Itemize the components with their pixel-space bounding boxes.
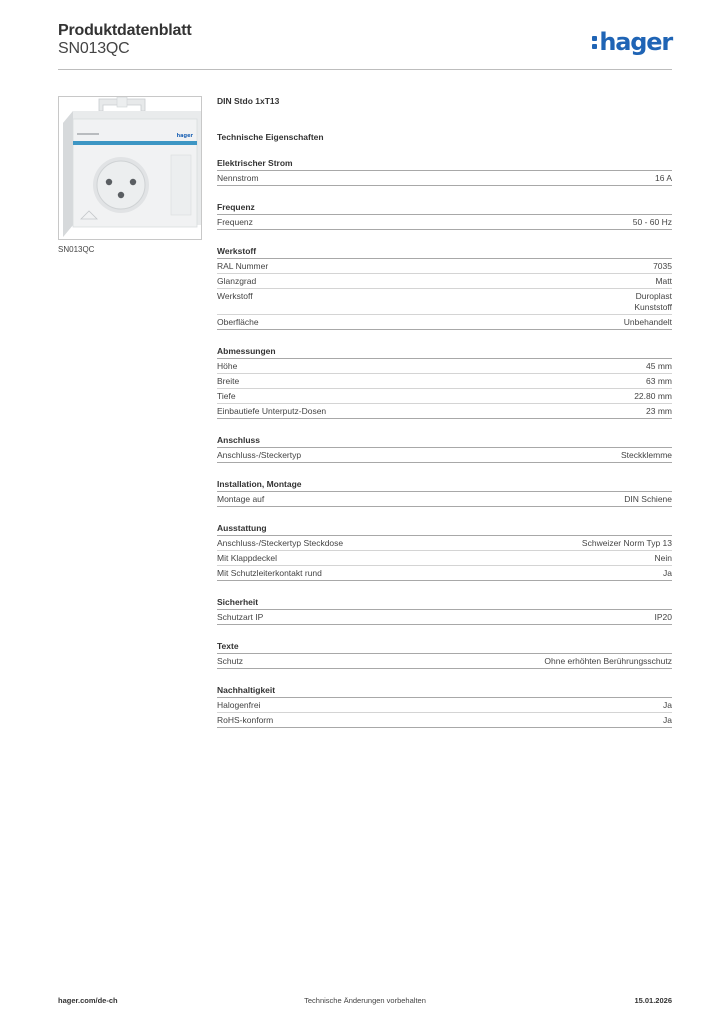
section-rows bbox=[217, 698, 672, 728]
spec-label: Frequenz bbox=[217, 216, 253, 227]
section-title: Installation, Montage bbox=[217, 479, 672, 492]
spec-label: Nennstrom bbox=[217, 172, 259, 183]
technical-data bbox=[217, 96, 672, 728]
spec-row bbox=[217, 536, 672, 551]
spec-row bbox=[217, 654, 672, 669]
section-title: Elektrischer Strom bbox=[217, 158, 672, 171]
spec-value: DIN Schiene bbox=[624, 493, 672, 504]
spec-value: Nein bbox=[654, 552, 672, 563]
spec-value: 7035 bbox=[653, 260, 672, 271]
hager-logo bbox=[592, 28, 672, 56]
section-title: Nachhaltigkeit bbox=[217, 685, 672, 698]
spec-label: Schutz bbox=[217, 655, 243, 666]
spec-row bbox=[217, 315, 672, 330]
spec-label: Tiefe bbox=[217, 390, 236, 401]
spec-label: Anschluss-/Steckertyp bbox=[217, 449, 302, 460]
spec-row bbox=[217, 566, 672, 581]
logo-text: hager bbox=[599, 28, 672, 56]
spec-row bbox=[217, 492, 672, 507]
section-rows bbox=[217, 448, 672, 463]
spec-value: Unbehandelt bbox=[623, 316, 672, 327]
spec-value: 16 A bbox=[654, 172, 672, 183]
spec-row bbox=[217, 389, 672, 404]
product-name: DIN Stdo 1xT13 bbox=[217, 96, 280, 106]
spec-value: Ohne erhöhten Berührungsschutz bbox=[544, 655, 672, 666]
section-rows bbox=[217, 536, 672, 581]
spec-label: Werkstoff bbox=[217, 290, 253, 301]
spec-value: IP20 bbox=[654, 611, 672, 622]
section-title: Sicherheit bbox=[217, 597, 672, 610]
spec-value: 45 mm bbox=[646, 360, 672, 371]
section-rows bbox=[217, 654, 672, 669]
spec-row bbox=[217, 374, 672, 389]
spec-row bbox=[217, 215, 672, 230]
section-rows bbox=[217, 259, 672, 330]
section-title: Ausstattung bbox=[217, 523, 672, 536]
spec-row bbox=[217, 404, 672, 419]
spec-row bbox=[217, 259, 672, 274]
footer-website-link[interactable]: hager.com/de-ch bbox=[58, 996, 118, 1005]
document-footer bbox=[58, 996, 672, 1010]
spec-label: Halogenfrei bbox=[217, 699, 261, 710]
spec-row bbox=[217, 274, 672, 289]
section-title: Anschluss bbox=[217, 435, 672, 448]
spec-sections bbox=[217, 158, 672, 728]
spec-label: RoHS-konform bbox=[217, 714, 274, 725]
section-rows bbox=[217, 492, 672, 507]
spec-value: 22.80 mm bbox=[634, 390, 672, 401]
spec-row bbox=[217, 713, 672, 728]
spec-value: Ja bbox=[663, 714, 672, 725]
spec-value: 63 mm bbox=[646, 375, 672, 386]
spec-label: Einbautiefe Unterputz-Dosen bbox=[217, 405, 327, 416]
spec-value: 23 mm bbox=[646, 405, 672, 416]
spec-value: Matt bbox=[655, 275, 672, 286]
section-rows bbox=[217, 171, 672, 186]
section-rows bbox=[217, 610, 672, 625]
spec-label: Höhe bbox=[217, 360, 238, 371]
spec-label: Anschluss-/Steckertyp Steckdose bbox=[217, 537, 344, 548]
spec-label: Mit Schutzleiterkontakt rund bbox=[217, 567, 322, 578]
spec-row bbox=[217, 171, 672, 186]
document-title: Produktdatenblatt bbox=[58, 22, 192, 39]
spec-label: Breite bbox=[217, 375, 240, 386]
logo-dots-icon bbox=[592, 34, 598, 52]
spec-label: RAL Nummer bbox=[217, 260, 269, 271]
spec-row bbox=[217, 448, 672, 463]
spec-row bbox=[217, 610, 672, 625]
section-title: Abmessungen bbox=[217, 346, 672, 359]
spec-label: Schutzart IP bbox=[217, 611, 264, 622]
product-photo bbox=[58, 96, 202, 240]
spec-row bbox=[217, 551, 672, 566]
spec-label: Mit Klappdeckel bbox=[217, 552, 278, 563]
document-header bbox=[58, 22, 672, 70]
section-rows bbox=[217, 215, 672, 230]
socket-outlet-icon bbox=[59, 97, 202, 240]
spec-label: Montage auf bbox=[217, 493, 265, 504]
spec-row bbox=[217, 289, 672, 315]
section-rows bbox=[217, 359, 672, 419]
section-title: Werkstoff bbox=[217, 246, 672, 259]
spec-value: Duroplast Kunststoff bbox=[634, 290, 672, 312]
spec-row bbox=[217, 698, 672, 713]
spec-value: Steckklemme bbox=[620, 449, 672, 460]
document-article-number: SN013QC bbox=[58, 40, 130, 57]
section-title: Texte bbox=[217, 641, 672, 654]
footer-date: 15.01.2026 bbox=[634, 996, 672, 1005]
group-title: Technische Eigenschaften bbox=[217, 132, 324, 142]
spec-value: 50 - 60 Hz bbox=[632, 216, 672, 227]
spec-label: Oberfläche bbox=[217, 316, 259, 327]
section-title: Frequenz bbox=[217, 202, 672, 215]
product-label-text: hager bbox=[176, 133, 193, 139]
spec-label: Glanzgrad bbox=[217, 275, 257, 286]
footer-disclaimer: Technische Änderungen vorbehalten bbox=[304, 996, 426, 1005]
spec-value: Ja bbox=[663, 567, 672, 578]
spec-value: Schweizer Norm Typ 13 bbox=[581, 537, 672, 548]
photo-caption: SN013QC bbox=[58, 245, 95, 254]
spec-row bbox=[217, 359, 672, 374]
spec-value: Ja bbox=[663, 699, 672, 710]
